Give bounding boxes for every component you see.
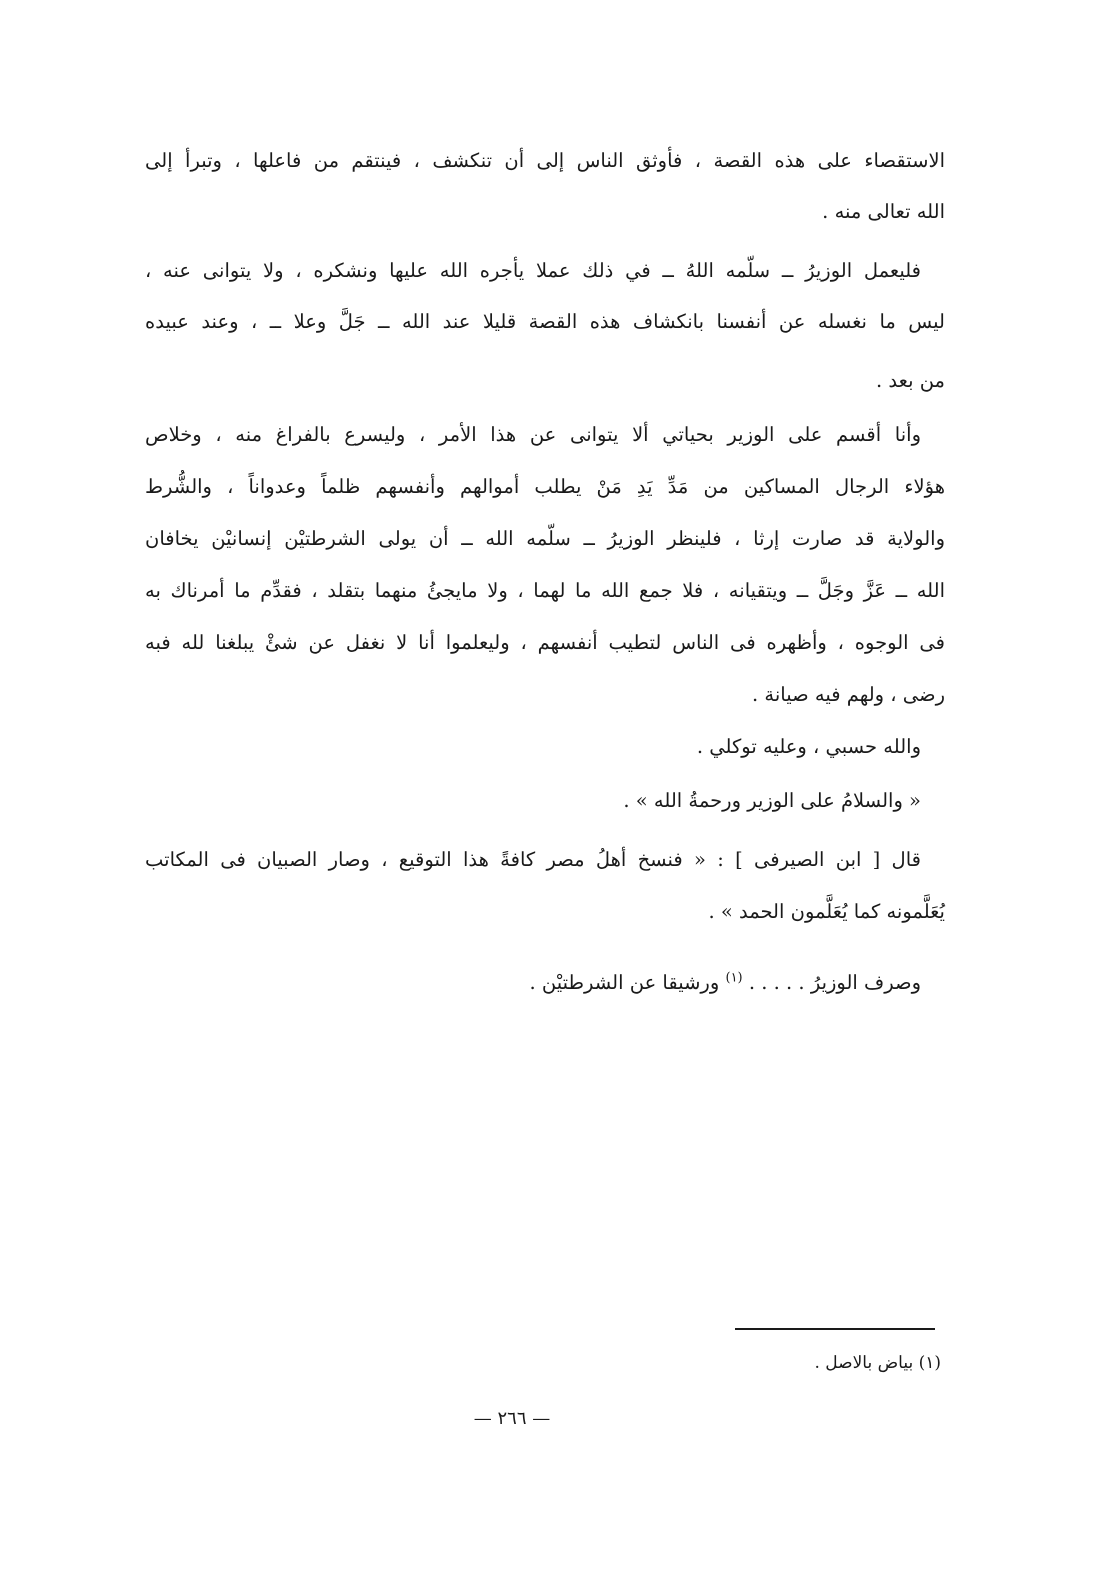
- text-line: فليعمل الوزيرُ ــ سلّمه اللهُ ــ في ذلك عملا يأجره الله عليها ونشكره ، ولا يتوانى عنه ،: [145, 259, 921, 282]
- text-line: الله ــ عَزَّ وجَلَّ ــ ويتقيانه ، فلا جمع الله ما لهما ، ولا مايجئُ منهما بتقلد ، فقدِّم ما أمرناك به: [145, 579, 945, 602]
- text-line: الله تعالى منه .: [822, 200, 945, 223]
- text-fragment: وصرف الوزيرُ . . . . .: [748, 971, 921, 994]
- text-line: « والسلامُ على الوزير ورحمةُ الله » .: [623, 789, 921, 812]
- footnote: (١) بياض بالاصل .: [814, 1353, 941, 1373]
- text-line: يُعَلَّمونه كما يُعَلَّمون الحمد » .: [708, 900, 945, 923]
- text-fragment: ورشيقا عن الشرطتيْن .: [529, 971, 720, 994]
- text-line: قال [ ابن الصيرفى ] : « فنسخ أهلُ مصر كافةً هذا التوقيع ، وصار الصبيان فى المكاتب: [145, 848, 921, 871]
- footnote-divider: [735, 1328, 935, 1330]
- text-line: هؤلاء الرجال المساكين من مَدِّ يَدِ مَنْ يطلب أموالهم وأنفسهم ظلماً وعدواناً ، والشُّرط: [145, 475, 945, 498]
- text-line-with-footnote: [145, 968, 921, 998]
- text-line: وأنا أقسم على الوزير بحياتي ألا يتوانى عن هذا الأمر ، وليسرع بالفراغ منه ، وخلاص: [145, 423, 921, 446]
- text-line: رضى ، ولهم فيه صيانة .: [752, 683, 945, 706]
- text-line: من بعد .: [876, 369, 945, 392]
- text-line: فى الوجوه ، وأظهره فى الناس لتطيب أنفسهم ، وليعلموا أنا لا نغفل عن شئْ يبلغنا لله فبه: [145, 631, 945, 654]
- text-line: الاستقصاء على هذه القصة ، فأوثق الناس إلى أن تنكشف ، فينتقم من فاعلها ، وتبرأ إلى: [145, 149, 945, 172]
- text-line: والولاية قد صارت إرثا ، فلينظر الوزيرُ ــ سلّمه الله ــ أن يولى الشرطتيْن إنسانيْن يخافان: [145, 527, 945, 550]
- text-line: والله حسبي ، وعليه توكلي .: [696, 735, 921, 758]
- page-number: — ٢٦٦ —: [473, 1408, 551, 1429]
- text-line: ليس ما نغسله عن أنفسنا بانكشاف هذه القصة قليلا عند الله ــ جَلَّ وعلا ــ ، وعند عبيده: [145, 310, 945, 333]
- footnote-reference: (١): [725, 970, 743, 986]
